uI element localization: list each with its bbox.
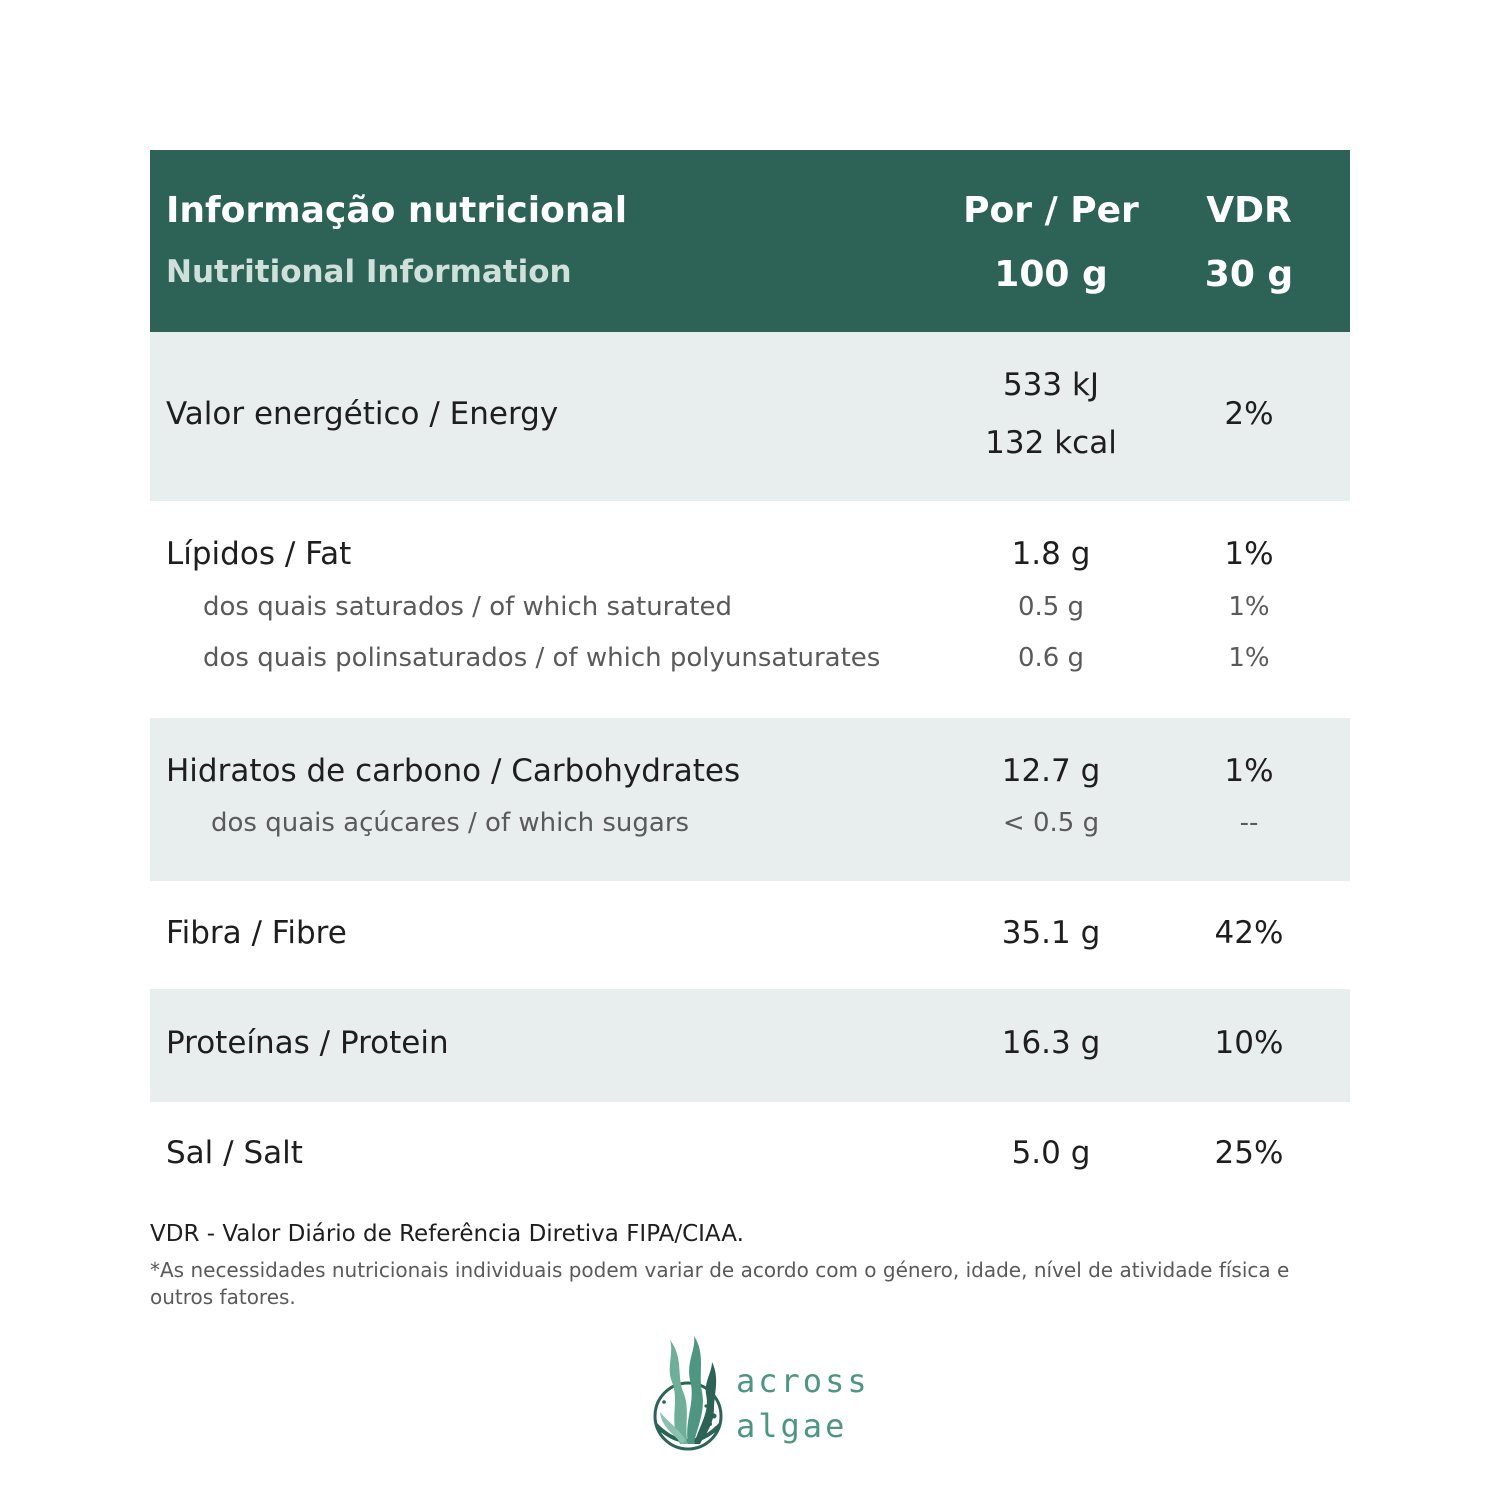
saturated-value: 0.5 g [1017,592,1085,622]
energy-label: Valor energético / Energy [166,396,559,432]
sugars-label: dos quais açúcares / of which sugars [211,808,690,838]
fat-label: Lípidos / Fat [166,536,352,572]
row-fibre [150,881,1350,989]
fat-value: 1.8 g [1011,536,1091,572]
row-salt [150,1102,1350,1207]
fibre-value: 35.1 g [1001,915,1101,951]
brand-logo [650,1330,870,1455]
protein-vdr: 10% [1214,1025,1284,1061]
seaweed-logo-icon [650,1332,726,1452]
carbs-label: Hidratos de carbono / Carbohydrates [166,753,741,789]
polyunsaturated-vdr: 1% [1228,643,1270,673]
disclaimer-footnote: *As necessidades nutricionais individuais podem variar de acordo com o género, idade, nível de atividade física e outros fatores. [150,1258,1290,1309]
logo-word-across: across [736,1362,870,1400]
fibre-vdr: 42% [1214,915,1284,951]
row-carbs-group [150,718,1350,881]
salt-value: 5.0 g [1011,1135,1091,1171]
polyunsaturated-label: dos quais polinsaturados / of which polyunsaturates [203,643,881,673]
vdr-footnote: VDR - Valor Diário de Referência Diretiva FIPA/CIAA. [150,1221,744,1247]
logo-word-algae: algae [736,1407,848,1445]
table-title: Informação nutricional [166,190,628,231]
energy-vdr: 2% [1224,396,1274,432]
row-fat-group [150,501,1350,718]
polyunsaturated-value: 0.6 g [1017,643,1085,673]
per-header-amount: 100 g [994,254,1108,295]
fat-vdr: 1% [1224,536,1274,572]
vdr-header-amount: 30 g [1204,254,1294,295]
saturated-label: dos quais saturados / of which saturated [203,592,732,622]
table-subtitle: Nutritional Information [166,254,572,290]
protein-value: 16.3 g [1001,1025,1101,1061]
row-protein [150,989,1350,1102]
protein-label: Proteínas / Protein [166,1025,449,1061]
per-header-label: Por / Per [963,190,1139,231]
sugars-value: < 0.5 g [1002,808,1100,838]
sugars-vdr: -- [1239,808,1259,838]
carbs-value: 12.7 g [1001,753,1101,789]
energy-value-kcal: 132 kcal [985,425,1117,461]
fibre-label: Fibra / Fibre [166,915,347,951]
salt-label: Sal / Salt [166,1135,303,1171]
saturated-vdr: 1% [1228,592,1270,622]
salt-vdr: 25% [1214,1135,1284,1171]
row-energy [150,332,1350,501]
vdr-header-label: VDR [1206,190,1292,231]
carbs-vdr: 1% [1224,753,1274,789]
table-header [150,150,1350,332]
nutrition-table [150,150,1350,1171]
energy-value-kj: 533 kJ [1002,367,1100,403]
